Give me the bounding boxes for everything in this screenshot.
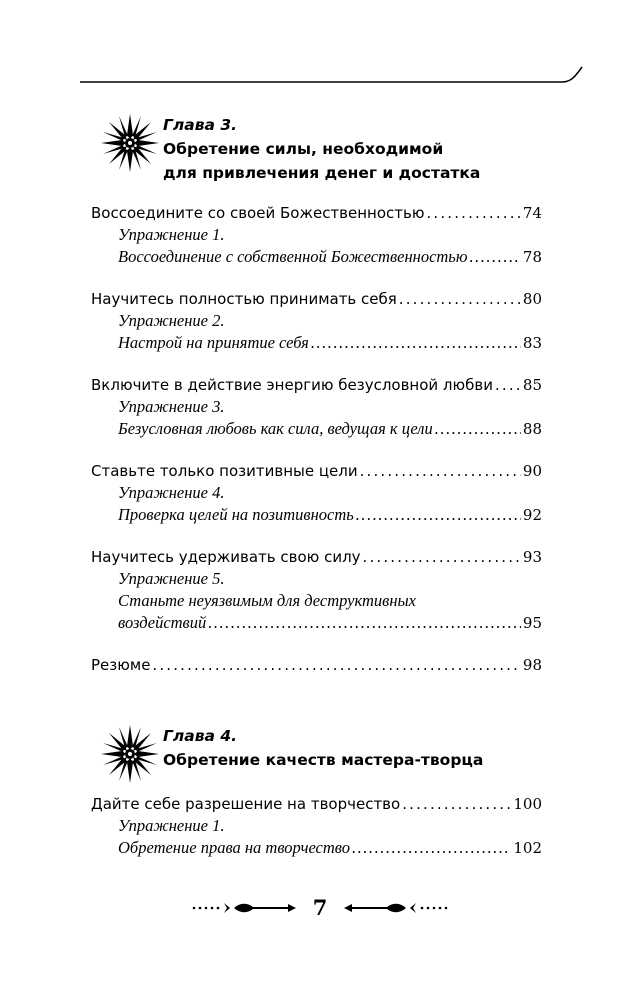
toc-entry[interactable] xyxy=(91,546,542,568)
leader-dots xyxy=(360,460,521,482)
header-rule xyxy=(80,63,585,89)
leader-dots xyxy=(311,332,521,354)
toc-exercise[interactable] xyxy=(91,568,542,634)
chapter-3-toc xyxy=(91,202,542,696)
toc-entry[interactable] xyxy=(91,460,542,482)
toc-exercise[interactable] xyxy=(91,310,542,354)
toc-page-number: 90 xyxy=(522,462,542,480)
exercise-title: воздействий xyxy=(118,613,207,632)
toc-page-number: 78 xyxy=(522,248,542,266)
toc-exercise[interactable] xyxy=(91,815,542,859)
toc-entry[interactable] xyxy=(91,793,542,815)
toc-page-number: 88 xyxy=(522,420,542,438)
toc-section xyxy=(91,460,542,526)
exercise-title: Воссоединение с собственной Божественностью xyxy=(118,247,468,266)
toc-page-number: 98 xyxy=(522,656,542,674)
toc-section xyxy=(91,546,542,634)
starburst-icon xyxy=(100,724,160,784)
toc-section xyxy=(91,288,542,354)
chapter-title-line: Обретение качеств мастера-творца xyxy=(163,751,484,769)
leader-dots xyxy=(399,288,521,310)
toc-section xyxy=(91,374,542,440)
leader-dots xyxy=(435,418,521,440)
toc-page-number: 92 xyxy=(522,506,542,524)
exercise-title: Настрой на принятие себя xyxy=(118,333,309,352)
exercise-label: Упражнение 5. xyxy=(118,569,225,588)
exercise-title: Обретение права на творчество xyxy=(118,838,350,857)
chapter-title-line: для привлечения денег и достатка xyxy=(163,164,481,182)
toc-entry[interactable] xyxy=(91,654,542,676)
toc-page-number: 100 xyxy=(513,795,542,813)
page-footer xyxy=(190,893,450,923)
toc-section xyxy=(91,202,542,268)
leader-dots xyxy=(352,837,511,859)
toc-entry-title: Включите в действие энергию безусловной любви xyxy=(91,376,493,394)
toc-entry-title: Дайте себе разрешение на творчество xyxy=(91,795,401,813)
exercise-title: Безусловная любовь как сила, ведущая к цели xyxy=(118,419,433,438)
exercise-label: Упражнение 4. xyxy=(118,483,225,502)
chapter-4-title-block xyxy=(163,724,483,772)
chapter-4-toc xyxy=(91,793,542,879)
toc-page-number: 80 xyxy=(522,290,542,308)
toc-entry-title: Воссоедините со своей Божественностью xyxy=(91,204,425,222)
chapter-label: Глава 3. xyxy=(163,116,238,134)
leader-dots xyxy=(363,546,521,568)
toc-entry-title: Научитесь полностью принимать себя xyxy=(91,290,397,308)
exercise-label: Упражнение 3. xyxy=(118,397,225,416)
toc-entry-title: Научитесь удерживать свою силу xyxy=(91,548,361,566)
leader-dots xyxy=(152,654,520,676)
toc-page-number: 102 xyxy=(513,839,542,857)
leader-dots xyxy=(495,374,521,396)
toc-page-number: 83 xyxy=(522,334,542,352)
toc-exercise[interactable] xyxy=(91,224,542,268)
toc-page-number: 85 xyxy=(522,376,542,394)
toc-page-number: 93 xyxy=(522,548,542,566)
leader-dots xyxy=(469,246,520,268)
starburst-icon xyxy=(100,113,160,173)
exercise-title: Проверка целей на позитивность xyxy=(118,505,354,524)
toc-entry-title: Резюме xyxy=(91,656,151,674)
chapter-label: Глава 4. xyxy=(163,727,238,745)
leader-dots xyxy=(402,793,511,815)
leader-dots xyxy=(427,202,521,224)
exercise-title-line: Станьте неуязвимым для деструктивных xyxy=(118,591,417,610)
toc-page-number: 74 xyxy=(522,204,542,222)
chapter-3-title-block xyxy=(163,113,480,185)
toc-section xyxy=(91,654,542,676)
exercise-label: Упражнение 1. xyxy=(118,816,225,835)
toc-entry-title: Ставьте только позитивные цели xyxy=(91,462,358,480)
right-ornament-icon xyxy=(340,898,450,918)
leader-dots xyxy=(208,612,521,634)
exercise-label: Упражнение 2. xyxy=(118,311,225,330)
toc-entry[interactable] xyxy=(91,374,542,396)
toc-exercise[interactable] xyxy=(91,396,542,440)
exercise-label: Упражнение 1. xyxy=(118,225,225,244)
toc-entry[interactable] xyxy=(91,202,542,224)
toc-section xyxy=(91,793,542,859)
leader-dots xyxy=(356,504,521,526)
toc-exercise[interactable] xyxy=(91,482,542,526)
toc-page-number: 95 xyxy=(522,614,542,632)
chapter-title-line: Обретение силы, необходимой xyxy=(163,140,444,158)
toc-entry[interactable] xyxy=(91,288,542,310)
page-number: 7 xyxy=(312,895,328,920)
